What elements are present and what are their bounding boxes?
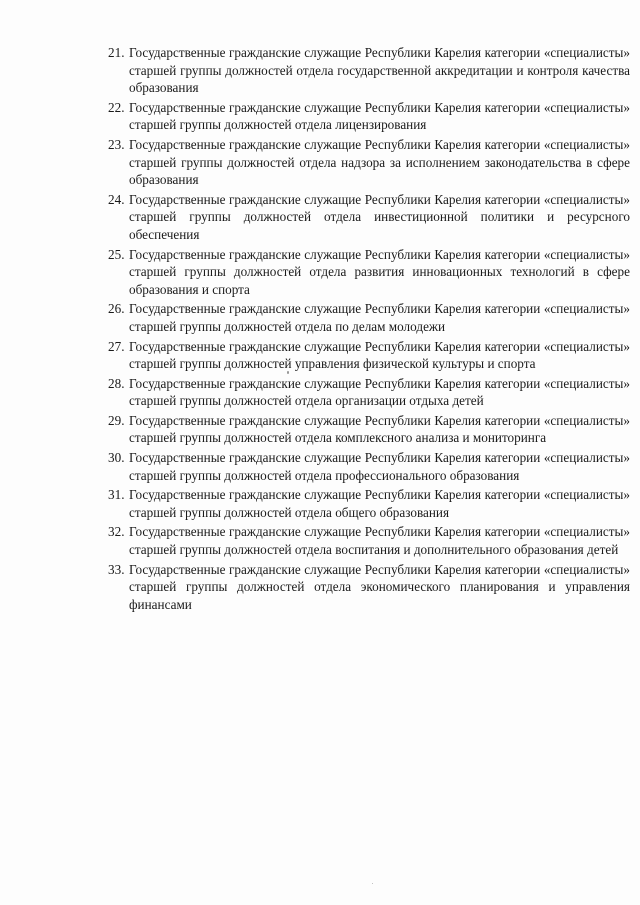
item-number: 25. <box>108 246 125 262</box>
item-text: Государственные гражданские служащие Республики Карелия категории «специалисты» старшей группы должностей отдела лицензирования <box>129 99 630 133</box>
item-number: 23. <box>108 136 125 152</box>
list-item <box>108 561 630 614</box>
item-text: Государственные гражданские служащие Республики Карелия категории «специалисты» старшей группы должностей отдела по делам молодежи <box>129 301 630 334</box>
list-item <box>108 191 630 244</box>
list-item <box>108 99 630 134</box>
item-number: 32. <box>108 524 125 540</box>
scan-speck <box>372 883 373 884</box>
item-text: Государственные гражданские служащие Республики Карелия категории «специалисты» старшей группы должностей отдела комплексного анализа и мониторинга <box>129 412 630 446</box>
item-number: 33. <box>108 561 125 577</box>
item-text: Государственные гражданские служащие Республики Карелия категории «специалисты» старшей группы должностей отдела общего образования <box>129 487 630 520</box>
list-item <box>108 136 630 189</box>
list-item <box>108 300 630 335</box>
scan-speck <box>287 371 289 374</box>
item-number: 28. <box>108 375 125 391</box>
item-number: 27. <box>108 338 125 354</box>
item-text: Государственные гражданские служащие Республики Карелия категории «специалисты» старшей группы должностей отдела инвестиционной политики и ресурсного обеспечения <box>129 191 630 242</box>
item-number: 31. <box>108 487 125 503</box>
item-text: Государственные гражданские служащие Республики Карелия категории «специалисты» старшей группы должностей отдела надзора за исполнением законодательства в сфере образования <box>129 136 630 188</box>
employee-category-list <box>108 44 630 615</box>
list-item <box>108 486 630 521</box>
item-number: 21. <box>108 45 125 60</box>
item-number: 30. <box>108 450 125 466</box>
item-text: Государственные гражданские служащие Республики Карелия категории «специалисты» старшей группы должностей отдела профессионального образования <box>129 450 630 483</box>
item-text: Государственные гражданские служащие Республики Карелия категории «специалисты» старшей группы должностей управления физической культуры и спорта <box>129 338 630 372</box>
item-text: Государственные гражданские служащие Республики Карелия категории «специалисты» старшей группы должностей отдела экономического планирования и управления финансами <box>129 561 630 612</box>
item-text: Государственные гражданские служащие Республики Карелия категории «специалисты» старшей группы должностей отдела воспитания и дополнительного образования детей <box>129 524 630 558</box>
item-number: 26. <box>108 301 125 317</box>
list-item <box>108 375 630 410</box>
item-text: Государственные гражданские служащие Республики Карелия категории «специалисты» старшей группы должностей отдела государственной аккредитации и контроля качества образования <box>129 45 630 96</box>
item-text: Государственные гражданские служащие Республики Карелия категории «специалисты» старшей группы должностей отдела развития инновационных технологий в сфере образования и спорта <box>129 246 630 297</box>
list-item <box>108 523 630 558</box>
list-item <box>108 246 630 299</box>
list-item <box>108 338 630 373</box>
list-item <box>108 412 630 447</box>
item-text: Государственные гражданские служащие Республики Карелия категории «специалисты» старшей группы должностей отдела организации отдыха детей <box>129 375 630 409</box>
item-number: 24. <box>108 191 125 207</box>
item-number: 22. <box>108 99 125 115</box>
list-item <box>108 449 630 484</box>
list-item <box>108 44 630 97</box>
item-number: 29. <box>108 412 125 428</box>
